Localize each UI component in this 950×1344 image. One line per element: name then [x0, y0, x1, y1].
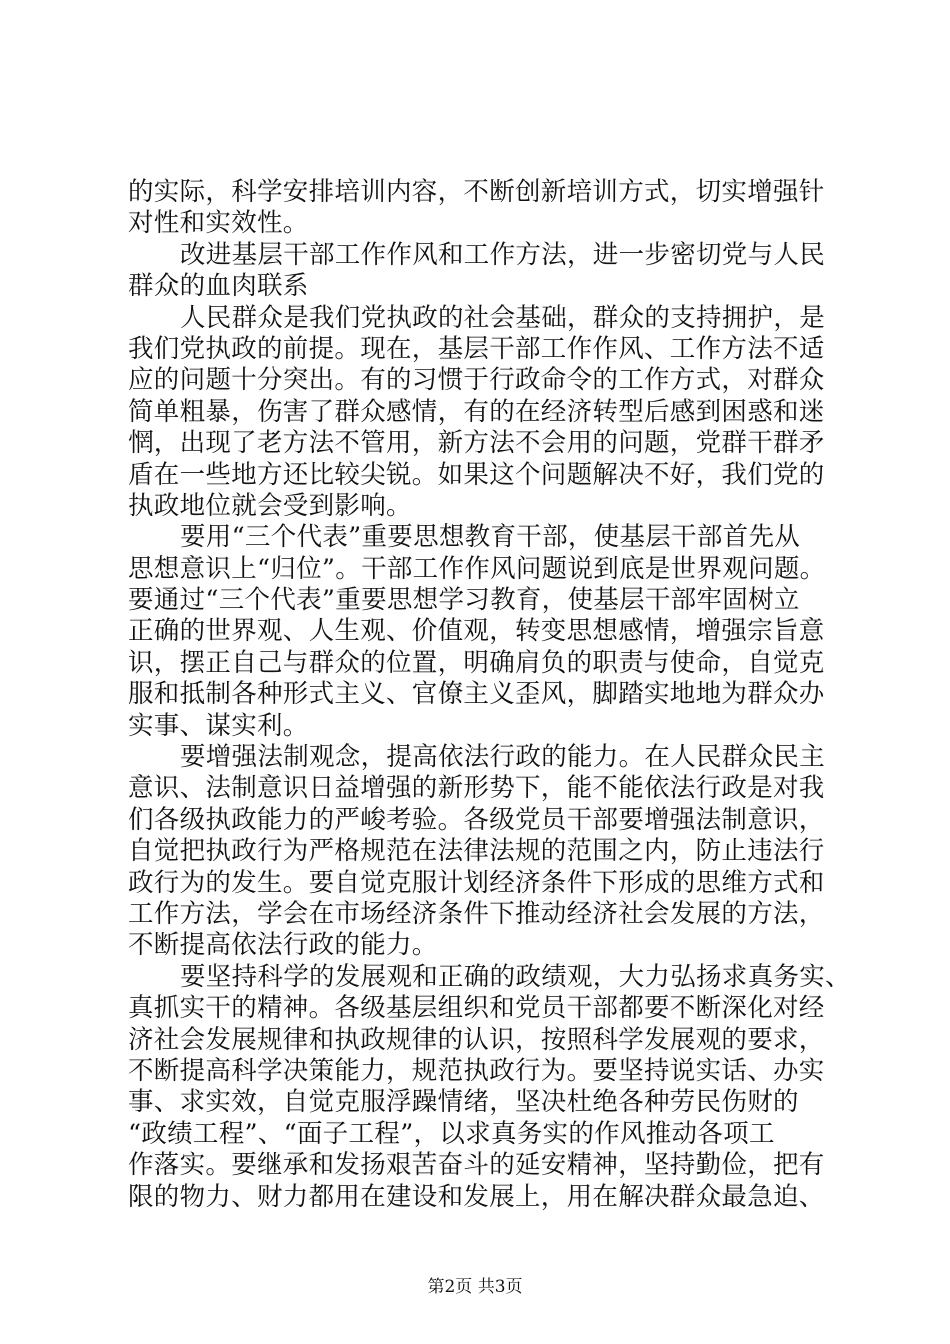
document-body — [128, 177, 851, 1213]
paragraph-start-line: 要增强法制观念，提高依法行政的能力。在人民群众民主 — [180, 742, 826, 773]
text-line: 限的物力、财力都用在建设和发展上，用在解决群众最急迫、 — [128, 1181, 825, 1212]
text-line: 自觉把执政行为严格规范在法律法规的范围之内，防止违法行 — [128, 836, 825, 867]
text-line: 服和抵制各种形式主义、官僚主义歪风，脚踏实地地为群众办 — [128, 679, 825, 710]
text-line: 不断提高科学决策能力，规范执政行为。要坚持说实话、办实 — [128, 1055, 825, 1086]
text-line: 要通过“三个代表”重要思想学习教育，使基层干部牢固树立 — [128, 585, 800, 616]
text-line: 意识、法制意识日益增强的新形势下，能不能依法行政是对我 — [128, 773, 825, 804]
text-line: 作落实。要继承和发扬艰苦奋斗的延安精神，坚持勤俭，把有 — [128, 1150, 825, 1181]
text-line: 不断提高依法行政的能力。 — [128, 930, 438, 961]
paragraph-start-line: 要坚持科学的发展观和正确的政绩观，大力弘扬求真务实、 — [180, 961, 851, 992]
text-line: 的实际，科学安排培训内容，不断创新培训方式，切实增强针 — [128, 177, 825, 207]
text-line: 对性和实效性。 — [128, 208, 309, 239]
text-line: 实事、谋实利。 — [128, 710, 309, 741]
text-line: 识，摆正自己与群众的位置，明确肩负的职责与使命，自觉克 — [128, 647, 825, 678]
text-line: 工作方法，学会在市场经济条件下推动经济社会发展的方法， — [128, 898, 825, 929]
paragraph-start-line: 人民群众是我们党执政的社会基础，群众的支持拥护，是 — [180, 302, 826, 333]
text-line: 盾在一些地方还比较尖锐。如果这个问题解决不好，我们党的 — [128, 459, 825, 490]
text-line: 政行为的发生。要自觉克服计划经济条件下形成的思维方式和 — [128, 867, 825, 898]
text-line: 简单粗暴，伤害了群众感情，有的在经济转型后感到困惑和迷 — [128, 396, 825, 427]
text-line: 正确的世界观、人生观、价值观，转变思想感情，增强宗旨意 — [128, 616, 825, 647]
text-line: 应的问题十分突出。有的习惯于行政命令的工作方式，对群众 — [128, 365, 825, 396]
text-line: 惘，出现了老方法不管用，新方法不会用的问题，党群干群矛 — [128, 428, 825, 459]
text-line: 济社会发展规律和执政规律的认识，按照科学发展观的要求， — [128, 1024, 825, 1055]
text-line: 们各级执政能力的严峻考验。各级党员干部要增强法制意识， — [128, 804, 825, 835]
section-heading-line: 改进基层干部工作作风和工作方法，进一步密切党与人民 — [180, 239, 826, 270]
text-line: 思想意识上“归位”。干部工作作风问题说到底是世界观问题。 — [128, 553, 826, 584]
section-heading-line: 群众的血肉联系 — [128, 271, 309, 302]
page-number-footer: 第2页 共3页 — [427, 1277, 523, 1297]
text-line: 我们党执政的前提。现在，基层干部工作作风、工作方法不适 — [128, 333, 825, 364]
text-line: “政绩工程”、“面子工程”，以求真务实的作风推动各项工 — [128, 1118, 775, 1149]
paragraph-start-line: 要用“三个代表”重要思想教育干部，使基层干部首先从 — [180, 522, 801, 553]
text-line: 执政地位就会受到影响。 — [128, 490, 412, 521]
text-line: 事、求实效，自觉克服浮躁情绪，坚决杜绝各种劳民伤财的 — [128, 1087, 799, 1118]
text-line: 真抓实干的精神。各级基层组织和党员干部都要不断深化对经 — [128, 993, 825, 1024]
